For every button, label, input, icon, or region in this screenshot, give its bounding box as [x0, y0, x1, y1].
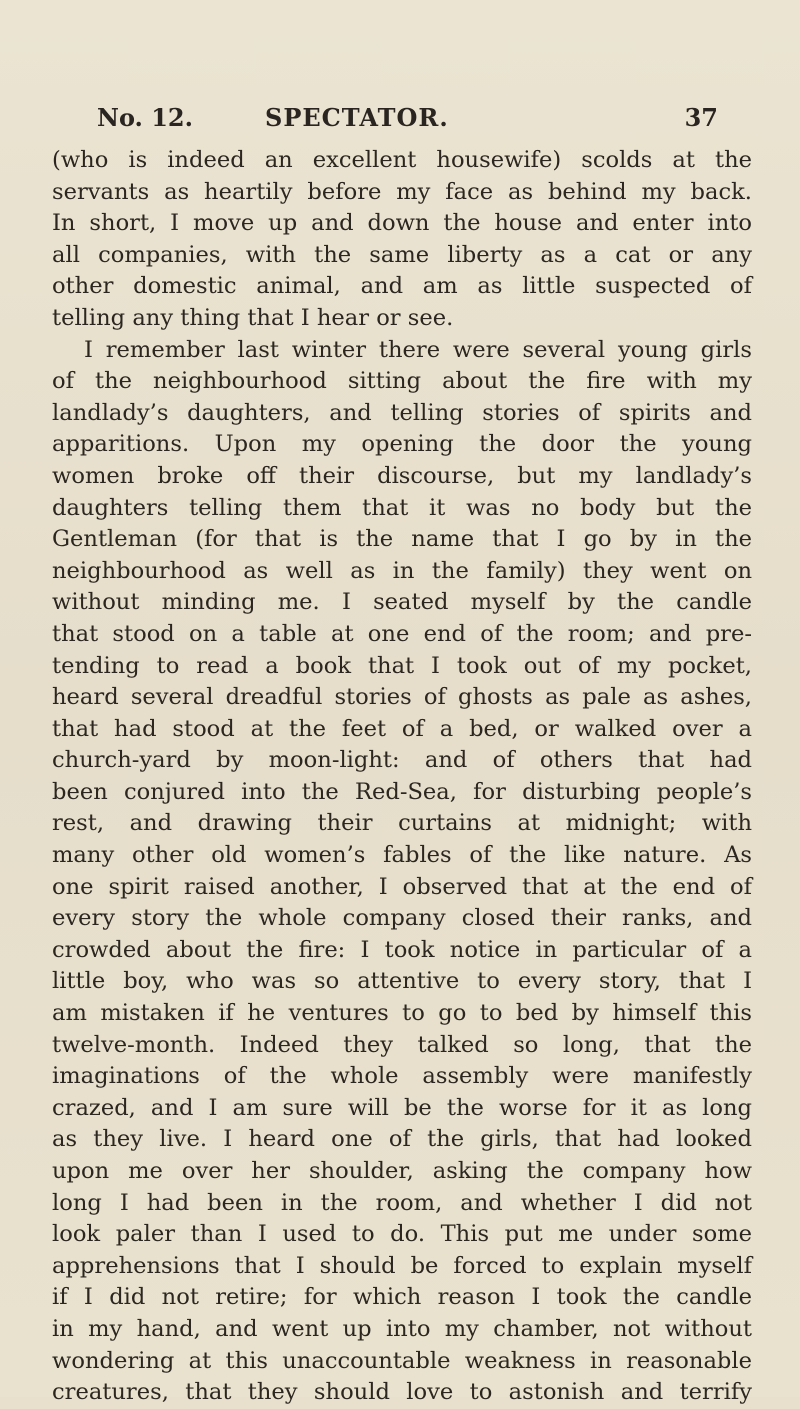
text-line: creatures, that they should love to astonish and terrify: [52, 1379, 752, 1406]
text-line: of the neighbourhood sitting about the fire with my: [52, 368, 752, 395]
text-line: wondering at this unaccountable weakness in reasonable: [52, 1347, 752, 1374]
text-line: upon me over her shoulder, asking the company how: [52, 1158, 752, 1184]
issue-number: No. 12.: [97, 103, 193, 132]
text-line: been conjured into the Red-Sea, for disturbing people’s: [52, 778, 752, 805]
text-line: apparitions. Upon my opening the door the young: [52, 431, 752, 458]
text-line: little boy, who was so attentive to every story, that I: [52, 968, 752, 995]
running-head: [97, 103, 718, 139]
text-line: that stood on a table at one end of the room; and pre-: [52, 620, 752, 647]
text-line: twelve-month. Indeed they talked so long, that the: [52, 1031, 752, 1058]
text-line: crowded about the fire: I took notice in particular of a: [52, 936, 752, 963]
text-line: apprehensions that I should be forced to explain myself: [52, 1252, 752, 1279]
text-line: church-yard by moon-light: and of others that had: [52, 747, 752, 774]
text-line: telling any thing that I hear or see.: [52, 304, 454, 331]
text-line: crazed, and I am sure will be the worse for it as long: [52, 1094, 752, 1121]
text-line: In short, I move up and down the house and enter into: [52, 210, 752, 237]
text-line: as they live. I heard one of the girls, that had looked: [52, 1126, 752, 1153]
text-line: without minding me. I seated myself by the candle: [52, 589, 752, 616]
text-line: neighbourhood as well as in the family) they went on: [52, 557, 752, 584]
text-line: am mistaken if he ventures to go to bed by himself this: [52, 1000, 752, 1027]
text-line: in my hand, and went up into my chamber, not without: [52, 1315, 752, 1342]
text-line: long I had been in the room, and whether I did not: [52, 1189, 752, 1216]
text-line: landlady’s daughters, and telling stories of spirits and: [52, 399, 752, 426]
running-title: SPECTATOR.: [265, 103, 449, 132]
page-number: 37: [684, 103, 718, 132]
text-line: that had stood at the feet of a bed, or walked over a: [52, 715, 752, 742]
text-line: every story the whole company closed their ranks, and: [52, 905, 752, 932]
text-line: (who is indeed an excellent housewife) scolds at the: [52, 147, 752, 173]
body-text: [52, 145, 752, 1409]
text-line: heard several dreadful stories of ghosts as pale as ashes,: [52, 684, 752, 711]
text-line: women broke off their discourse, but my landlady’s: [52, 462, 752, 489]
text-line: imaginations of the whole assembly were manifestly: [52, 1063, 752, 1090]
text-line: servants as heartily before my face as behind my back.: [52, 178, 752, 205]
text-line: Gentleman (for that is the name that I go by in the: [52, 526, 752, 553]
text-line: tending to read a book that I took out of my pocket,: [52, 652, 752, 679]
text-line: look paler than I used to do. This put me under some: [52, 1221, 752, 1248]
text-line: all companies, with the same liberty as a cat or any: [52, 241, 752, 268]
text-line: rest, and drawing their curtains at midnight; with: [52, 810, 752, 837]
text-line: many other old women’s fables of the like nature. As: [52, 842, 752, 869]
text-line: one spirit raised another, I observed that at the end of: [52, 873, 752, 900]
paragraph-first-line: I remember last winter there were several young girls: [84, 336, 752, 363]
text-line: daughters telling them that it was no body but the: [52, 494, 752, 521]
text-line: if I did not retire; for which reason I took the candle: [52, 1284, 752, 1311]
text-line: other domestic animal, and am as little suspected of: [52, 273, 752, 300]
